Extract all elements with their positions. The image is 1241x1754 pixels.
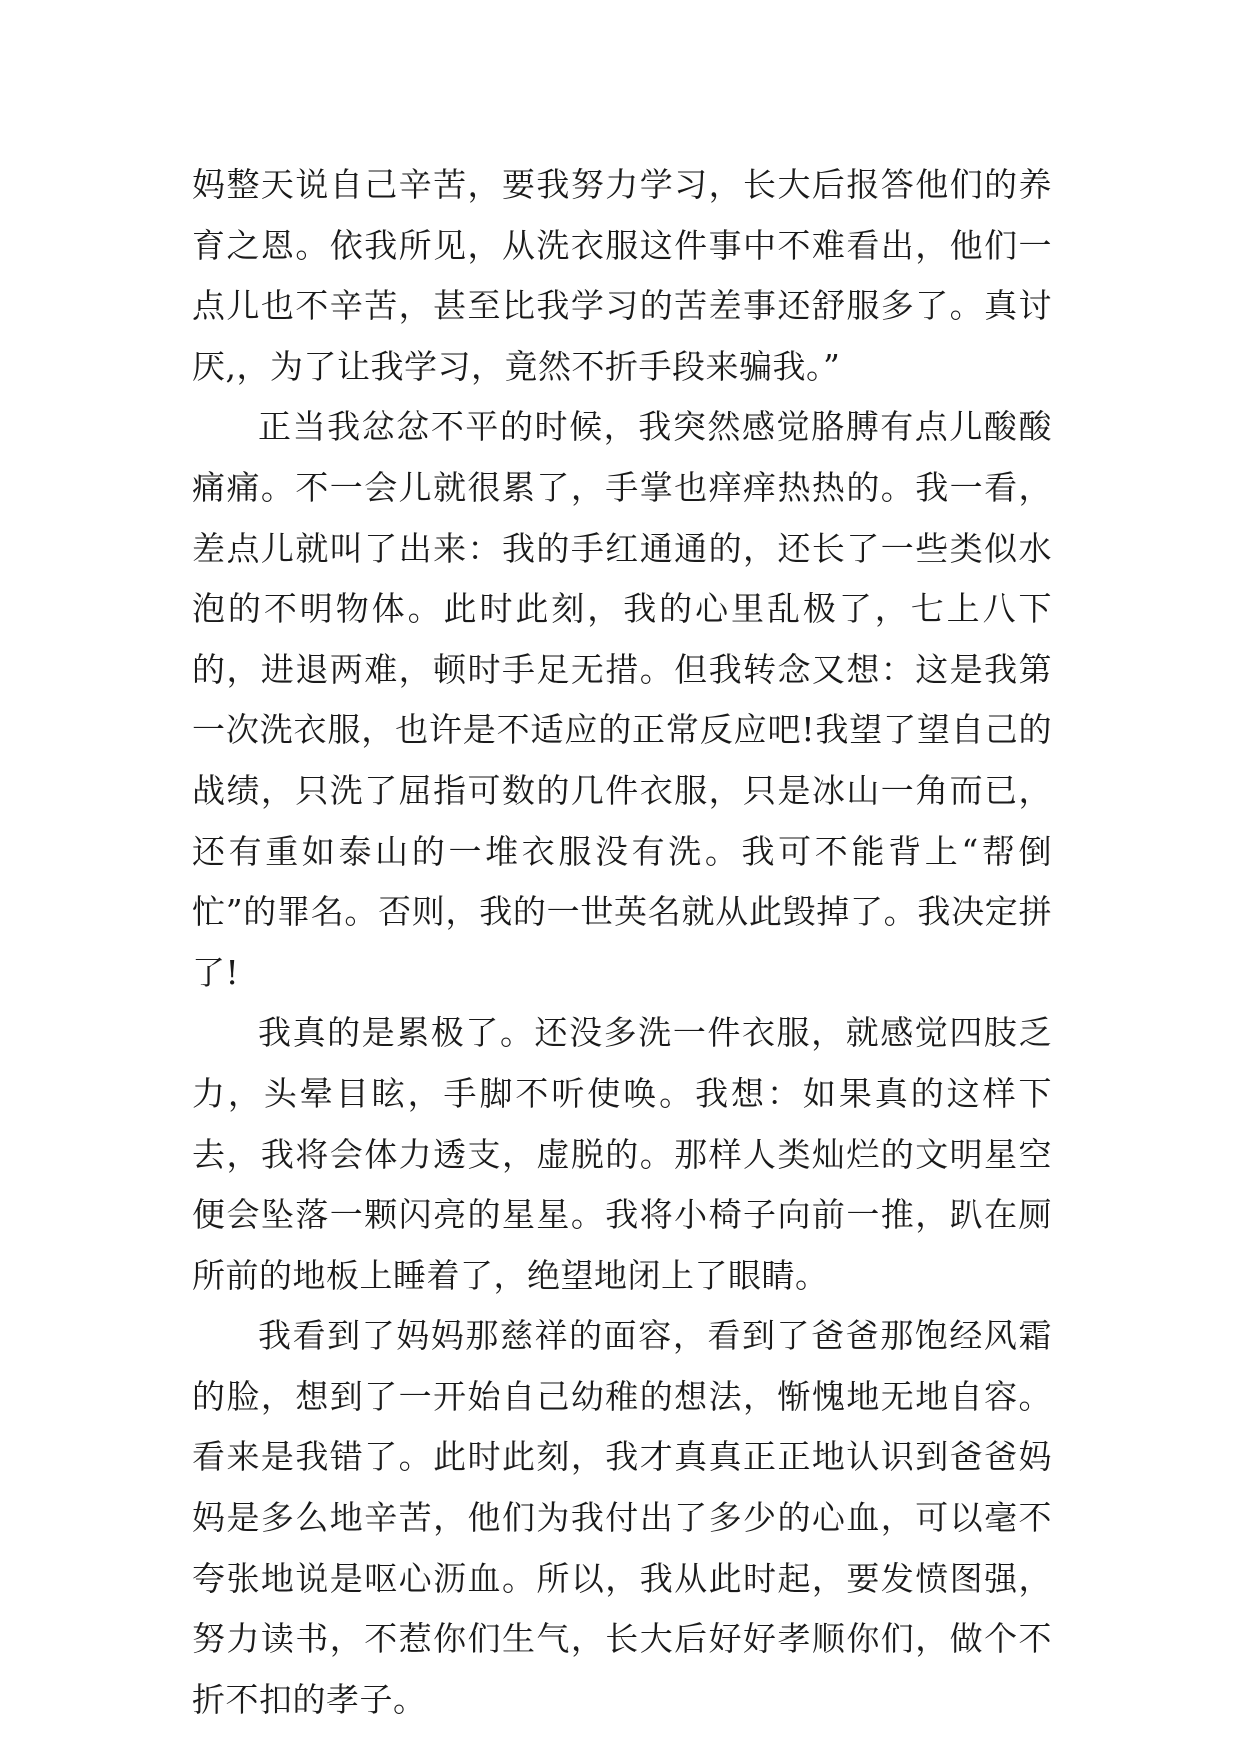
document-body bbox=[192, 155, 1052, 1730]
paragraph-1: 妈整天说自己辛苦，要我努力学习，长大后报答他们的养育之恩。依我所见，从洗衣服这件事中不难看出，他们一点儿也不辛苦，甚至比我学习的苦差事还舒服多了。真讨厌,，为了让我学习，竟然不折手段来骗我。” bbox=[192, 165, 1052, 386]
paragraph-2: 正当我忿忿不平的时候，我突然感觉胳膊有点儿酸酸痛痛。不一会儿就很累了，手掌也痒痒热热的。我一看，差点儿就叫了出来：我的手红通通的，还长了一些类似水泡的不明物体。此时此刻，我的心里乱极了，七上八下的，进退两难，顿时手足无措。但我转念又想：这是我第一次洗衣服，也许是不适应的正常反应吧!我望了望自己的战绩，只洗了屈指可数的几件衣服，只是冰山一角而已，还有重如泰山的一堆衣服没有洗。我可不能背上“帮倒忙”的罪名。否则，我的一世英名就从此毁掉了。我决定拼了! bbox=[192, 407, 1052, 992]
paragraph-3: 我真的是累极了。还没多洗一件衣服，就感觉四肢乏力，头晕目眩，手脚不听使唤。我想：如果真的这样下去，我将会体力透支，虚脱的。那样人类灿烂的文明星空便会坠落一颗闪亮的星星。我将小椅子向前一推，趴在厕所前的地板上睡着了，绝望地闭上了眼睛。 bbox=[192, 1013, 1052, 1295]
paragraph-4: 我看到了妈妈那慈祥的面容，看到了爸爸那饱经风霜的脸，想到了一开始自己幼稚的想法，惭愧地无地自容。看来是我错了。此时此刻，我才真真正正地认识到爸爸妈妈是多么地辛苦，他们为我付出了多少的心血，可以毫不夸张地说是呕心沥血。所以，我从此时起，要发愤图强，努力读书，不惹你们生气，长大后好好孝顺你们，做个不折不扣的孝子。 bbox=[192, 1316, 1052, 1719]
